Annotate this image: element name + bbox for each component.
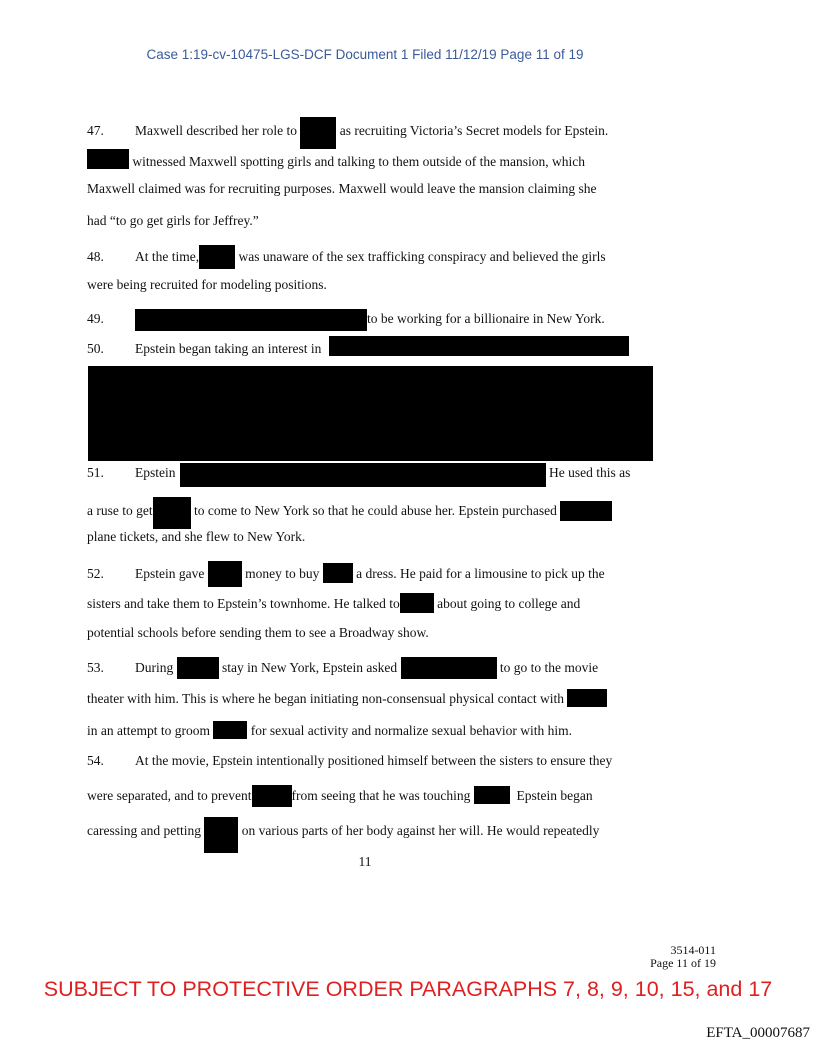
redaction-box xyxy=(401,657,497,679)
redaction-box xyxy=(300,117,336,149)
redaction-box xyxy=(252,785,292,807)
para-number: 50. xyxy=(87,341,104,356)
redaction-box xyxy=(177,657,219,679)
redaction-box xyxy=(323,563,353,583)
para-53-line-2: theater with him. This is where he began initiating non-consensual physical contact with xyxy=(87,689,607,707)
para-number: 49. xyxy=(87,311,104,326)
redaction-box xyxy=(208,561,242,587)
para-54-line-2: were separated, and to prevent from seeing that he was touching Epstein began xyxy=(87,785,593,807)
redaction-box xyxy=(180,463,546,487)
redaction-box xyxy=(560,501,612,521)
para-47-line-3: Maxwell claimed was for recruiting purposes. Maxwell would leave the mansion claiming she xyxy=(87,181,597,196)
para-number: 47. xyxy=(87,123,104,138)
para-51-line-2: a ruse to get to come to New York so that he could abuse her. Epstein purchased xyxy=(87,497,612,529)
redaction-box xyxy=(199,245,235,269)
bates-page: Page 11 of 19 xyxy=(650,956,716,970)
para-51-line-1: 51. Epstein xyxy=(87,465,176,480)
page-number: 11 xyxy=(358,854,372,869)
redaction-box xyxy=(87,149,129,169)
para-47-line-4: had “to go get girls for Jeffrey.” xyxy=(87,213,259,228)
para-47-line-1: 47. Maxwell described her role to as recruiting Victoria’s Secret models for Epstein. xyxy=(87,117,608,149)
redaction-box xyxy=(135,309,367,331)
para-number: 53. xyxy=(87,660,104,675)
para-54-line-3: caressing and petting on various parts of her body against her will. He would repeatedly xyxy=(87,817,599,853)
redaction-box xyxy=(213,721,247,739)
para-54-line-1: 54. At the movie, Epstein intentionally positioned himself between the sisters to ensure they xyxy=(87,753,613,768)
redaction-block xyxy=(88,366,653,461)
redaction-box xyxy=(153,497,191,529)
para-number: 48. xyxy=(87,249,104,264)
para-47-line-2: witnessed Maxwell spotting girls and talking to them outside of the mansion, which xyxy=(87,149,585,170)
bates-id: 3514-011 xyxy=(670,943,716,957)
redaction-box xyxy=(400,593,434,613)
para-50-line-1: 50. Epstein began taking an interest in xyxy=(87,341,322,356)
para-48-line-1: 48. At the time, was unaware of the sex trafficking conspiracy and believed the girls xyxy=(87,245,606,269)
para-53-line-1: 53. During stay in New York, Epstein asked to go to the movie xyxy=(87,657,598,679)
redaction-box xyxy=(567,689,607,707)
para-49-line-1: 49. to be working for a billionaire in New York. xyxy=(87,309,605,331)
para-52-line-3: potential schools before sending them to see a Broadway show. xyxy=(87,625,429,640)
redaction-box xyxy=(474,786,510,804)
para-51-line-1-end: He used this as xyxy=(549,465,631,480)
efta-stamp: EFTA_00007687 xyxy=(706,1025,810,1041)
redaction-box xyxy=(204,817,238,853)
protective-order-banner: SUBJECT TO PROTECTIVE ORDER PARAGRAPHS 7, 8, 9, 10, 15, and 17 xyxy=(43,977,773,1001)
case-header: Case 1:19-cv-10475-LGS-DCF Document 1 Filed 11/12/19 Page 11 of 19 xyxy=(146,47,584,62)
para-number: 54. xyxy=(87,753,104,768)
para-52-line-2: sisters and take them to Epstein’s townhome. He talked to about going to college and xyxy=(87,593,580,613)
para-53-line-3: in an attempt to groom for sexual activity and normalize sexual behavior with him. xyxy=(87,723,573,738)
para-48-line-2: were being recruited for modeling positions. xyxy=(87,277,327,292)
para-52-line-1: 52. Epstein gave money to buy a dress. He paid for a limousine to pick up the xyxy=(87,561,605,587)
redaction-box xyxy=(329,336,629,356)
para-51-line-3: plane tickets, and she flew to New York. xyxy=(87,529,306,544)
para-number: 52. xyxy=(87,566,104,581)
para-number: 51. xyxy=(87,465,104,480)
